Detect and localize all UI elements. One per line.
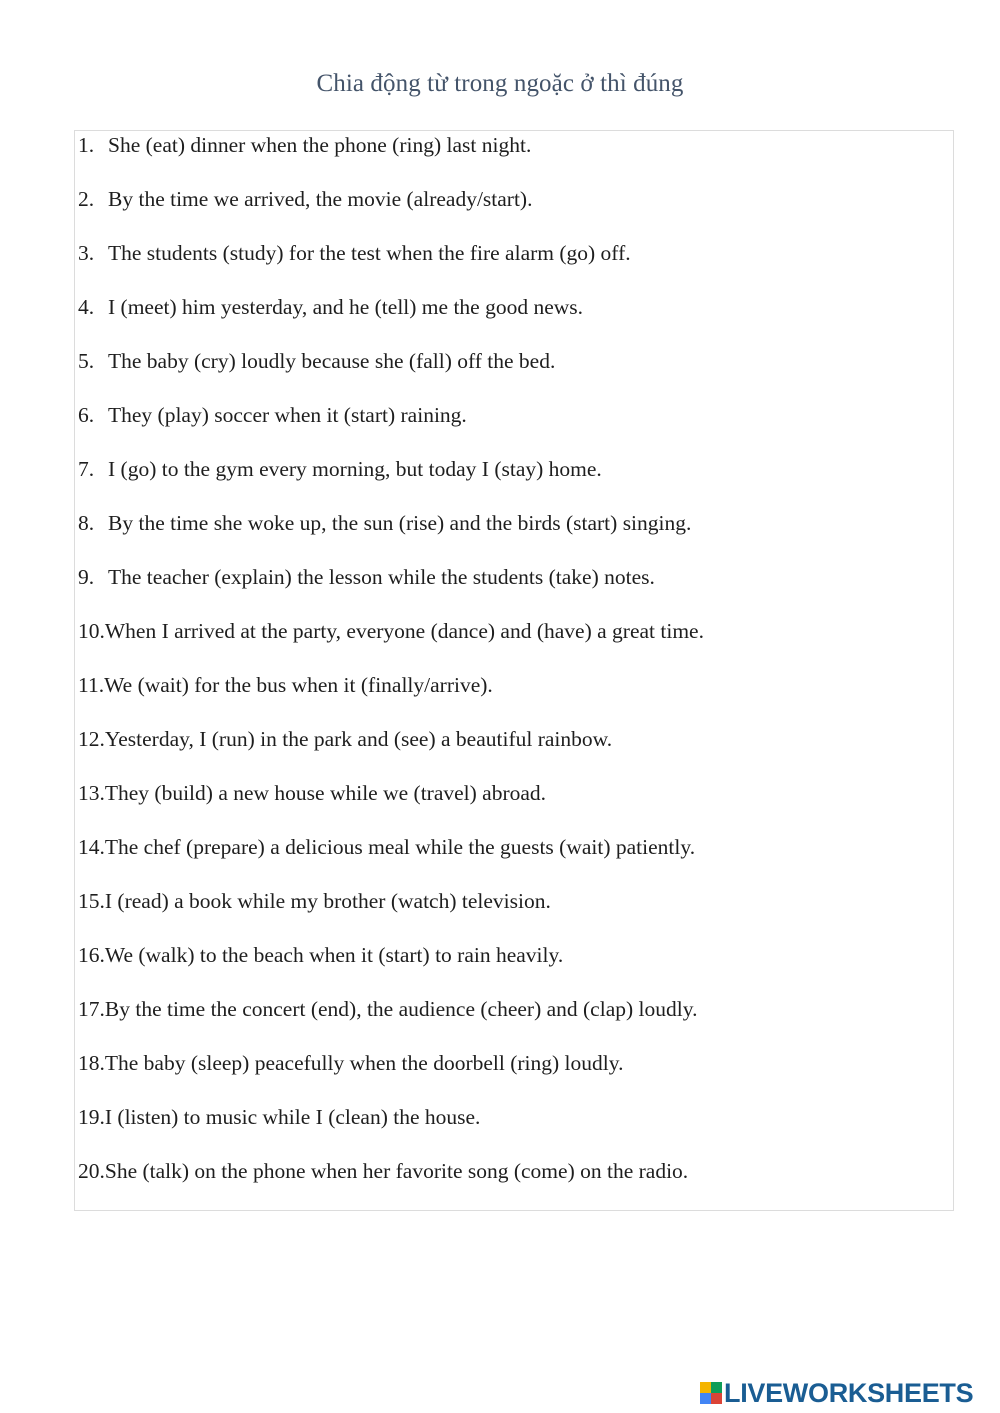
item-text: The students (study) for the test when the fire alarm (go) off.: [108, 241, 631, 265]
item-text: The teacher (explain) the lesson while the students (take) notes.: [108, 565, 655, 589]
exercise-item: [78, 941, 563, 969]
item-text: I (go) to the gym every morning, but today I (stay) home.: [108, 457, 602, 481]
item-text: I (listen) to music while I (clean) the house.: [104, 1105, 481, 1129]
item-text: When I arrived at the party, everyone (dance) and (have) a great time.: [104, 619, 704, 643]
logo-square-blue: [700, 1393, 711, 1404]
exercise-item: [78, 725, 612, 753]
exercise-item: [78, 887, 551, 915]
liveworksheets-logo-icon: [700, 1382, 722, 1404]
item-number: 1.: [78, 133, 95, 157]
item-text: The baby (cry) loudly because she (fall) off the bed.: [108, 349, 556, 373]
item-text: The baby (sleep) peacefully when the doorbell (ring) loudly.: [104, 1051, 624, 1075]
item-number: 9.: [78, 565, 95, 589]
item-number: 3.: [78, 241, 95, 265]
exercise-item: [78, 563, 655, 591]
logo-square-red: [711, 1393, 722, 1404]
exercise-item: [78, 455, 602, 483]
logo-square-yellow: [700, 1382, 711, 1393]
item-text: We (wait) for the bus when it (finally/arrive).: [104, 673, 493, 697]
item-text: I (read) a book while my brother (watch) television.: [104, 889, 551, 913]
logo-square-green: [711, 1382, 722, 1393]
item-number: 2.: [78, 187, 95, 211]
item-number: 19.: [78, 1105, 105, 1129]
item-text: By the time she woke up, the sun (rise) and the birds (start) singing.: [108, 511, 692, 535]
item-number: 14.: [78, 835, 105, 859]
item-text: They (play) soccer when it (start) raining.: [108, 403, 467, 427]
item-text: I (meet) him yesterday, and he (tell) me the good news.: [108, 295, 584, 319]
item-number: 10.: [78, 619, 105, 643]
exercise-item: [78, 1049, 623, 1077]
item-text: We (walk) to the beach when it (start) to rain heavily.: [104, 943, 564, 967]
exercise-item: [78, 509, 691, 537]
item-text: She (eat) dinner when the phone (ring) last night.: [108, 133, 532, 157]
exercise-item: [78, 185, 532, 213]
exercise-item: [78, 1103, 480, 1131]
item-text: By the time the concert (end), the audience (cheer) and (clap) loudly.: [104, 997, 698, 1021]
exercise-item: [78, 995, 697, 1023]
item-number: 11.: [78, 673, 105, 697]
exercise-item: [78, 1157, 688, 1185]
item-text: She (talk) on the phone when her favorite song (come) on the radio.: [104, 1159, 689, 1183]
exercise-item: [78, 779, 546, 807]
logo-text: LIVEWORKSHEETS: [724, 1377, 974, 1408]
item-number: 6.: [78, 403, 95, 427]
liveworksheets-logo[interactable]: [700, 1379, 973, 1407]
worksheet-title: Chia động từ trong ngoặc ở thì đúng: [316, 70, 684, 97]
item-number: 12.: [78, 727, 105, 751]
item-number: 8.: [78, 511, 95, 535]
item-text: By the time we arrived, the movie (already/start).: [108, 187, 533, 211]
item-number: 18.: [78, 1051, 105, 1075]
item-text: They (build) a new house while we (travel) abroad.: [104, 781, 547, 805]
item-number: 15.: [78, 889, 105, 913]
exercise-item: [78, 401, 467, 429]
item-number: 5.: [78, 349, 95, 373]
item-text: The chef (prepare) a delicious meal while the guests (wait) patiently.: [104, 835, 696, 859]
item-number: 13.: [78, 781, 105, 805]
exercise-list: [74, 130, 954, 1211]
exercise-item: [78, 833, 695, 861]
item-number: 17.: [78, 997, 105, 1021]
exercise-item: [78, 671, 493, 699]
item-number: 4.: [78, 295, 95, 319]
item-text: Yesterday, I (run) in the park and (see) a beautiful rainbow.: [104, 727, 613, 751]
exercise-item: [78, 293, 583, 321]
item-number: 20.: [78, 1159, 105, 1183]
exercise-item: [78, 239, 631, 267]
exercise-item: [78, 617, 704, 645]
exercise-item: [78, 347, 555, 375]
item-number: 7.: [78, 457, 95, 481]
item-number: 16.: [78, 943, 105, 967]
exercise-item: [78, 131, 531, 159]
